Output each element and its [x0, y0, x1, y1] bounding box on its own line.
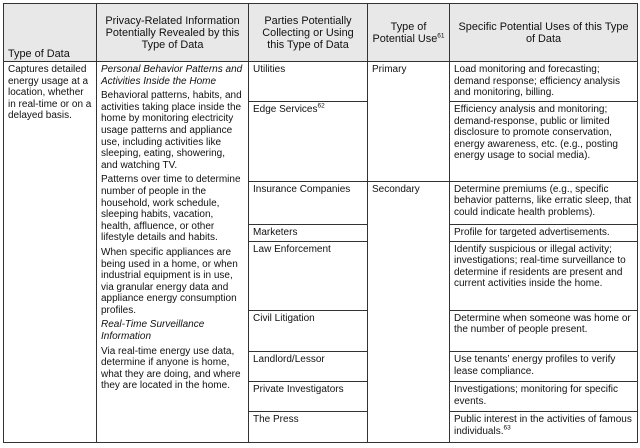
- privacy-data-table: [3, 3, 638, 443]
- party-cell: [249, 102, 368, 182]
- party-cell: The Press: [249, 411, 368, 442]
- use-cell: Determine when someone was home or the number of people present.: [450, 310, 638, 351]
- party-cell: Private Investigators: [249, 382, 368, 412]
- party-cell: Civil Litigation: [249, 310, 368, 351]
- use-cell: Load monitoring and forecasting; demand response; efficiency analysis and monitoring, billing.: [450, 62, 638, 102]
- personal-behavior-heading: Personal Behavior Patterns and Activities Inside the Home: [101, 64, 243, 87]
- party-cell: Marketers: [249, 225, 368, 242]
- use-text: Public interest in the activities of famous individuals.: [454, 413, 632, 437]
- use-cell: Use tenants’ energy profiles to verify lease compliance.: [450, 352, 638, 382]
- real-time-surveillance-heading: Real-Time Surveillance Information: [101, 319, 205, 343]
- header-row: [4, 4, 638, 62]
- party-cell: Insurance Companies: [249, 181, 368, 224]
- party-cell: Utilities: [249, 62, 368, 102]
- privacy-paragraph: When specific appliances are being used in a home, or when industrial equipment is in use, via granular energy data and appliance energy consumption profiles.: [101, 246, 238, 316]
- privacy-paragraph: Via real-time energy use data, determine if anyone is home, what they are doing, and where they are located in the home.: [101, 345, 241, 392]
- privacy-paragraph: Patterns over time to determine number of people in the household, work schedule, sleeping habits, vacation, health, affluence, or other lifestyle details and habits.: [101, 174, 241, 244]
- privacy-info-cell: [97, 62, 249, 443]
- header-parties: Parties Potentially Collecting or Using this Type of Data: [249, 4, 368, 62]
- header-type-of-use: [368, 4, 450, 62]
- use-cell: Profile for targeted advertisements.: [450, 225, 638, 242]
- party-cell: Landlord/Lessor: [249, 352, 368, 382]
- header-type-of-data: Type of Data: [4, 4, 97, 62]
- use-cell: [450, 411, 638, 442]
- header-type-of-use-label: Type of Potential Use: [372, 21, 438, 45]
- use-type-secondary: Secondary: [368, 181, 450, 442]
- use-cell: Efficiency analysis and monitoring; demand-response, public or limited disclosure to promote conservation, energy awareness, etc. (e.g., posting energy usage to social media).: [450, 102, 638, 182]
- party-cell: Law Enforcement: [249, 241, 368, 310]
- use-cell: Identify suspicious or illegal activity; investigations; real-time surveillance to determine if residents are present and current activities inside the home.: [450, 241, 638, 310]
- footnote-ref-62: 62: [317, 102, 325, 110]
- privacy-paragraph: Behavioral patterns, habits, and activities taking place inside the home by monitoring electricity usage patterns and appliance use, including activities like sleeping, eating, showering, and watching TV.: [101, 90, 242, 171]
- header-specific-uses: Specific Potential Uses of this Type of Data: [450, 4, 638, 62]
- use-type-primary: Primary: [368, 62, 450, 182]
- table-row: [4, 62, 638, 102]
- use-cell: Determine premiums (e.g., specific behavior patterns, like erratic sleep, that could indicate health problems).: [450, 181, 638, 224]
- party-label: Edge Services: [253, 104, 318, 116]
- footnote-ref-63: 63: [503, 424, 511, 432]
- data-type-description: Captures detailed energy usage at a location, whether in real-time or on a delayed basis.: [4, 62, 97, 443]
- use-cell: Investigations; monitoring for specific events.: [450, 382, 638, 412]
- header-privacy-info: Privacy-Related Information Potentially Revealed by this Type of Data: [97, 4, 249, 62]
- footnote-ref-61: 61: [437, 32, 445, 40]
